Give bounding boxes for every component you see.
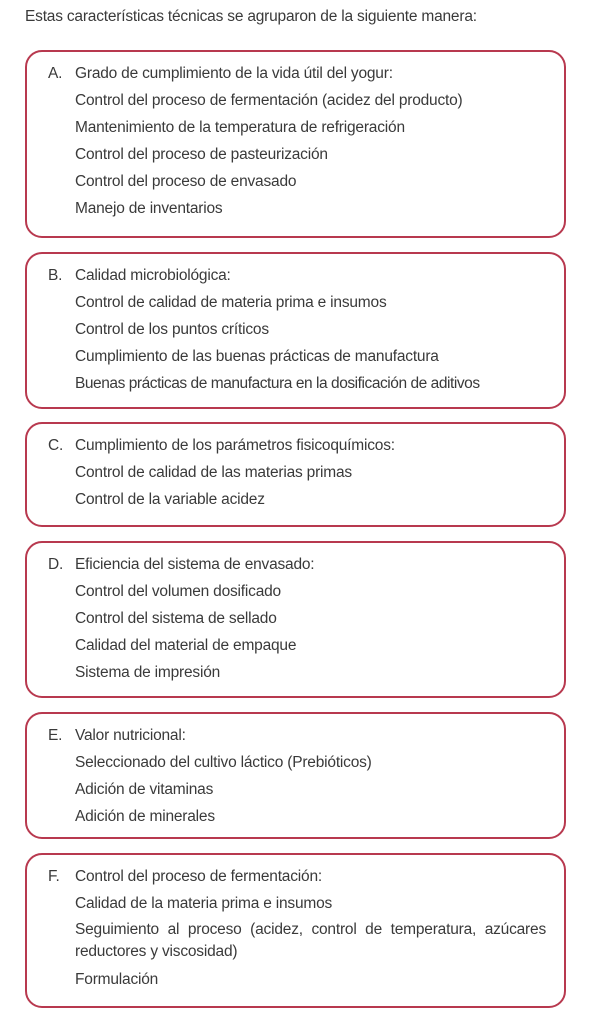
list-item: Seleccionado del cultivo láctico (Prebióticos) — [75, 754, 372, 771]
list-item: Cumplimiento de las buenas prácticas de manufactura — [75, 348, 439, 365]
list-item: Adición de minerales — [75, 808, 215, 825]
list-item: Sistema de impresión — [75, 664, 221, 681]
list-item: Control del proceso de envasado — [75, 173, 297, 190]
group-letter: F. — [48, 868, 60, 885]
list-item: Seguimiento al proceso (acidez, control de temperatura, azúcares reductores y viscosidad) — [75, 921, 546, 960]
group-f — [25, 853, 566, 1008]
list-item: Control del proceso de fermentación (acidez del producto) — [75, 92, 463, 109]
group-title: Eficiencia del sistema de envasado: — [75, 556, 315, 573]
group-title: Grado de cumplimiento de la vida útil del yogur: — [75, 65, 393, 82]
list-item: Adición de vitaminas — [75, 781, 214, 798]
list-item: Control de la variable acidez — [75, 491, 265, 508]
group-title: Control del proceso de fermentación: — [75, 868, 322, 885]
list-item: Calidad de la materia prima e insumos — [75, 895, 333, 912]
intro-text: Estas características técnicas se agruparon de la siguiente manera: — [25, 8, 477, 25]
list-item: Control del sistema de sellado — [75, 610, 277, 627]
list-item: Buenas prácticas de manufactura en la dosificación de aditivos — [75, 375, 480, 392]
group-d — [25, 541, 566, 698]
list-item: Calidad del material de empaque — [75, 637, 297, 654]
group-c — [25, 422, 566, 527]
list-item: Mantenimiento de la temperatura de refrigeración — [75, 119, 405, 136]
group-title: Calidad microbiológica: — [75, 267, 231, 284]
group-letter: E. — [48, 727, 63, 744]
list-item: Control del proceso de pasteurización — [75, 146, 328, 163]
group-letter: C. — [48, 437, 64, 454]
group-letter: D. — [48, 556, 64, 573]
group-title: Valor nutricional: — [75, 727, 186, 744]
list-item: Control de calidad de materia prima e insumos — [75, 294, 387, 311]
list-item: Control de calidad de las materias primas — [75, 464, 352, 481]
group-letter: A. — [48, 65, 63, 82]
group-b — [25, 252, 566, 409]
list-item: Control del volumen dosificado — [75, 583, 281, 600]
group-title: Cumplimiento de los parámetros fisicoquímicos: — [75, 437, 395, 454]
group-a — [25, 50, 566, 238]
group-e — [25, 712, 566, 839]
group-letter: B. — [48, 267, 63, 284]
list-item: Control de los puntos críticos — [75, 321, 269, 338]
list-item: Manejo de inventarios — [75, 200, 223, 217]
list-item: Formulación — [75, 971, 159, 988]
